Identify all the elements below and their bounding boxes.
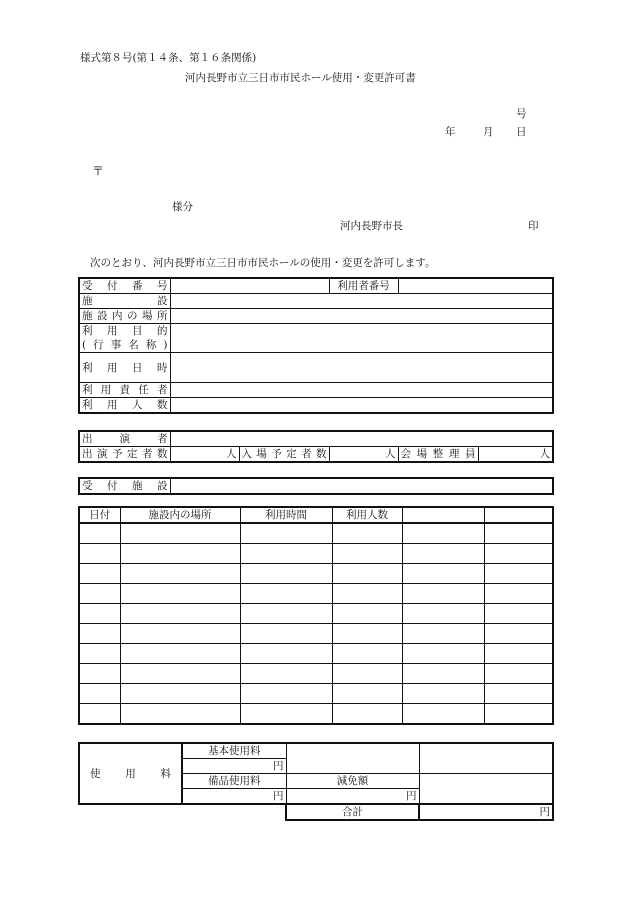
form-number: 様式第８号(第１４条、第１６条関係)	[80, 52, 257, 64]
planned-entrants-value: 人	[329, 447, 398, 463]
schedule-header-blank	[402, 507, 484, 523]
reception-facility-value	[170, 478, 553, 494]
purpose-value	[170, 324, 553, 353]
reception-facility-label: 受付施設	[79, 478, 170, 494]
total-value: 円	[419, 804, 553, 820]
number-label: 号	[516, 108, 527, 120]
planned-performers-value: 人	[170, 447, 239, 463]
schedule-header-date: 日付	[79, 507, 120, 523]
headcount-value	[170, 398, 553, 414]
reception-number-value	[170, 278, 329, 294]
equipment-fee-value: 円	[182, 789, 286, 805]
user-number-value	[398, 278, 553, 294]
user-number-label: 利用者番号	[329, 278, 398, 294]
planned-entrants-label: 入場予定者数	[239, 447, 329, 463]
total-label: 合計	[286, 804, 419, 820]
responsible-label: 利用責任者	[79, 383, 170, 398]
planned-performers-label: 出演予定者数	[79, 447, 170, 463]
day-label: 日	[516, 126, 527, 138]
performer-label: 出演者	[79, 431, 170, 447]
seal-mark: 印	[528, 220, 539, 232]
basic-fee-value: 円	[182, 759, 286, 774]
table-row	[79, 624, 553, 644]
basic-fee-label: 基本使用料	[182, 743, 286, 759]
staff-value: 人	[478, 447, 553, 463]
table-row	[79, 644, 553, 664]
datetime-label: 利用日時	[79, 353, 170, 383]
table-row	[79, 523, 553, 544]
purpose-label: 利用目的	[79, 324, 170, 339]
table-row	[79, 544, 553, 564]
issuer-name: 河内長野市長	[340, 220, 403, 232]
facility-value	[170, 294, 553, 309]
responsible-value	[170, 383, 553, 398]
fee-table	[78, 742, 554, 821]
table-row	[79, 684, 553, 704]
datetime-value	[170, 353, 553, 383]
month-label: 月	[483, 126, 494, 138]
postal-mark: 〒	[92, 164, 105, 178]
schedule-header-blank	[484, 507, 553, 523]
schedule-header-time: 利用時間	[240, 507, 332, 523]
permit-statement: 次のとおり、河内長野市立三日市市民ホールの使用・変更を許可します。	[90, 257, 436, 269]
location-label: 施設内の場所	[79, 309, 170, 324]
reception-number-label: 受付番号	[79, 278, 170, 294]
basic-fee-extra2	[419, 743, 553, 774]
table-row	[79, 564, 553, 584]
event-name-label: (行事名称)	[79, 338, 170, 353]
reception-table	[78, 477, 554, 495]
table-row	[79, 604, 553, 624]
table-row	[79, 664, 553, 684]
usage-fee-label: 使用料	[79, 743, 182, 804]
year-label: 年	[445, 126, 456, 138]
info-table	[78, 277, 554, 414]
exemption-value: 円	[286, 789, 419, 805]
performer-value	[170, 431, 553, 447]
location-value	[170, 309, 553, 324]
basic-fee-extra	[286, 743, 419, 774]
document-title: 河内長野市立三日市市民ホール使用・変更許可書	[185, 72, 416, 84]
equipment-fee-label: 備品使用料	[182, 774, 286, 789]
exemption-label: 減免額	[286, 774, 419, 789]
addressee-suffix: 様分	[172, 201, 193, 213]
schedule-table	[78, 506, 554, 725]
schedule-header-location: 施設内の場所	[120, 507, 240, 523]
table-row	[79, 584, 553, 604]
exemption-extra	[419, 774, 553, 805]
performer-table	[78, 430, 554, 463]
facility-label: 施設	[79, 294, 170, 309]
schedule-header-count: 利用人数	[332, 507, 402, 523]
staff-label: 会場整理員	[398, 447, 478, 463]
headcount-label: 利用人数	[79, 398, 170, 414]
table-row	[79, 704, 553, 725]
